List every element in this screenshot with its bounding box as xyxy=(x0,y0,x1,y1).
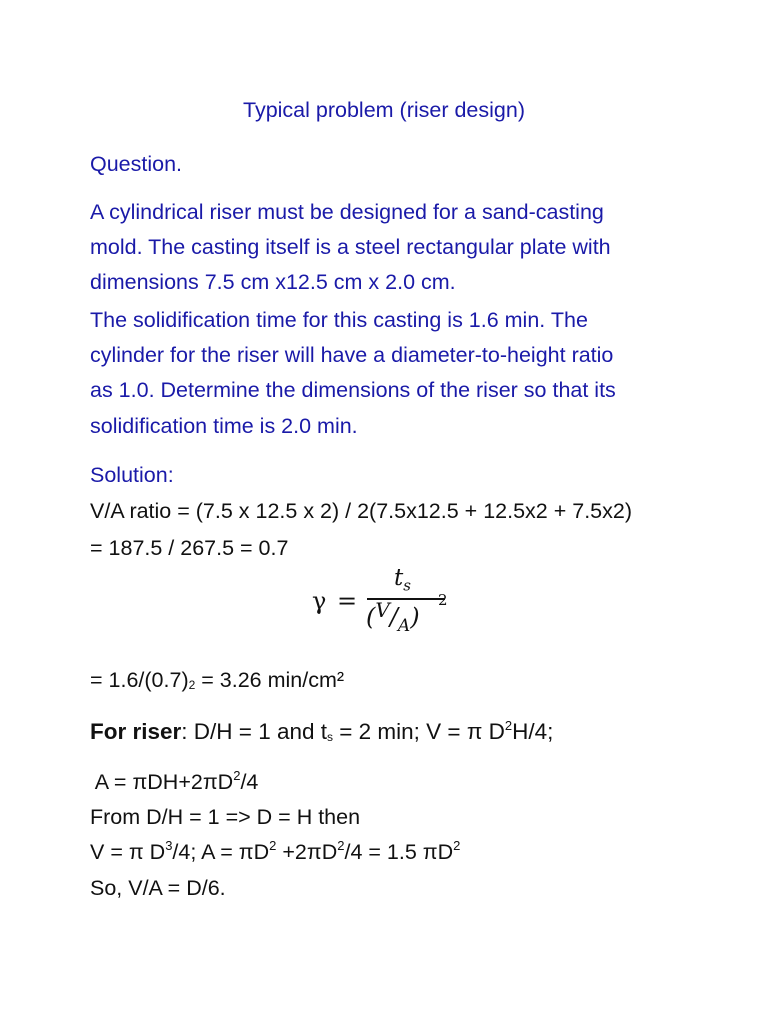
question-line-4: The solidification time for this casting is 1.6 min. The xyxy=(90,308,588,332)
question-label: Question. xyxy=(90,152,183,176)
formula-numerator: $t_s$ xyxy=(394,565,411,595)
volume-area-line: V = π $D^3/4$; $A = \pi D^2 +2\pi D^2/4 = 1.5$ $\pi D^2$ xyxy=(90,838,461,864)
conclusion-line: So, V/A = D/6. xyxy=(90,876,226,900)
formula-denominator: $(^V/_A)$ xyxy=(366,598,420,636)
riser-label: For riser xyxy=(90,719,182,744)
riser-line: For riser: D/H = 1 and $t_s = 2$ min; V = π $D^2H/4$; xyxy=(90,718,554,744)
area-line: $A = \pi DH+2\pi D^2/4$ xyxy=(90,768,259,794)
formula-gamma: γ xyxy=(312,587,327,615)
formula-equals: = xyxy=(337,587,358,615)
va-ratio-line-2: = 187.5 / 267.5 = 0.7 xyxy=(90,536,289,560)
gamma-formula xyxy=(312,565,472,645)
va-ratio-line-1: V/A ratio = (7.5 x 12.5 x 2) / 2(7.5x12.5 + 12.5x2 + 7.5x2) xyxy=(90,499,633,523)
solution-label: Solution: xyxy=(90,463,174,487)
page-title: Typical problem (riser design) xyxy=(243,98,525,122)
gamma-result-line: = $1.6/(0.7)_2 = 3.26$ min/cm² xyxy=(90,668,345,692)
question-line-3: dimensions 7.5 cm x12.5 cm x 2.0 cm. xyxy=(90,270,456,294)
question-line-2: mold. The casting itself is a steel rectangular plate with xyxy=(90,235,611,259)
dh-line: From D/H = 1 => D = H then xyxy=(90,805,361,829)
question-line-6: as 1.0. Determine the dimensions of the riser so that its xyxy=(90,378,616,402)
question-line-5: cylinder for the riser will have a diameter-to-height ratio xyxy=(90,343,614,367)
formula-power: 2 xyxy=(438,591,448,609)
question-line-1: A cylindrical riser must be designed for a sand-casting xyxy=(90,200,604,224)
question-line-7: solidification time is 2.0 min. xyxy=(90,414,358,438)
